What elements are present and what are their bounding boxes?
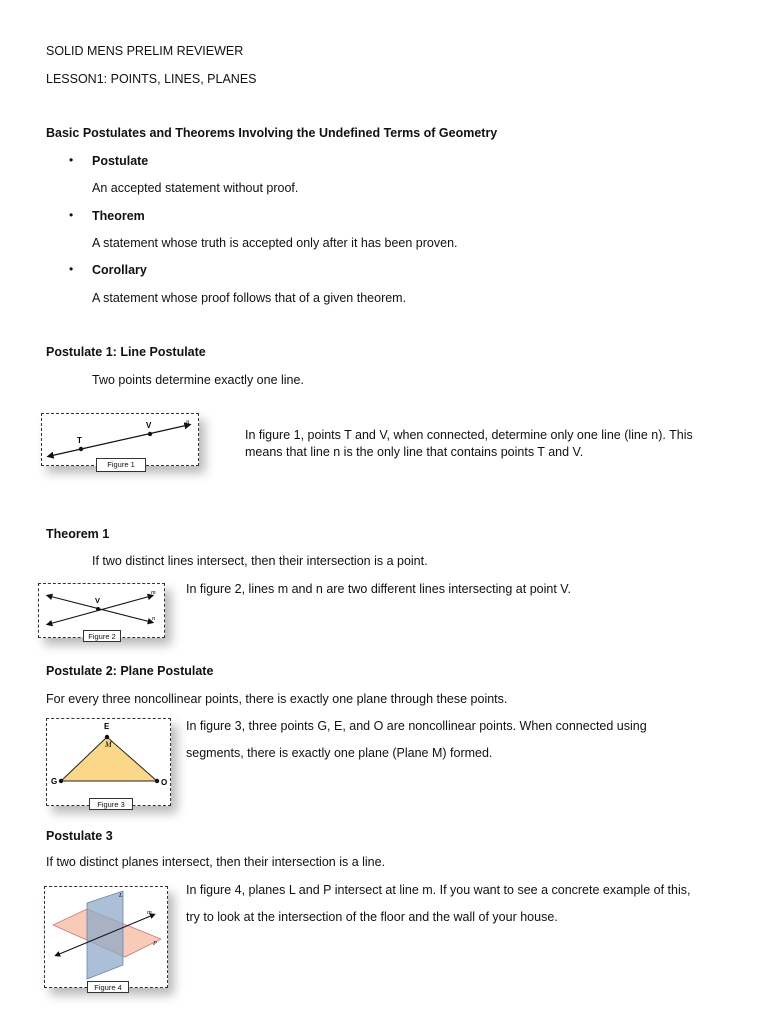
bullet-icon: • — [69, 262, 74, 276]
point-e-dot — [105, 735, 109, 739]
lesson-title: LESSON1: POINTS, LINES, PLANES — [46, 72, 257, 86]
figure-3 — [46, 718, 171, 809]
point-v-dot — [148, 432, 152, 436]
theorem1-statement: If two distinct lines intersect, then their intersection is a point. — [92, 554, 428, 568]
postulate3-explanation-line1: In figure 4, planes L and P intersect at line m. If you want to see a concrete example of this, — [186, 883, 691, 897]
postulate2-statement: For every three noncollinear points, there is exactly one plane through these points. — [46, 692, 508, 706]
line-n-label: n — [186, 418, 190, 426]
line-m-label: m — [147, 909, 152, 916]
point-e-label: E — [104, 722, 110, 731]
triangle-plane-diagram — [47, 719, 170, 805]
point-t-label: T — [77, 436, 82, 445]
term-corollary: Corollary — [92, 263, 147, 277]
figure-1-caption: Figure 1 — [96, 458, 146, 472]
postulate1-heading: Postulate 1: Line Postulate — [46, 345, 206, 359]
intersecting-planes-diagram — [45, 887, 167, 987]
postulate1-explanation: In figure 1, points T and V, when connected, determine only one line (line n). This means that line n is the only line that contains points T and V. — [245, 428, 693, 459]
line-n-label: n — [152, 615, 156, 622]
figure-3-caption: Figure 3 — [89, 798, 133, 810]
plane-p-label: P — [153, 940, 157, 947]
postulate2-explanation-line1: In figure 3, three points G, E, and O are noncollinear points. When connected using — [186, 719, 647, 733]
definition-corollary: A statement whose proof follows that of a given theorem. — [92, 291, 407, 305]
figure-2-caption: Figure 2 — [83, 630, 121, 642]
definition-theorem: A statement whose truth is accepted only after it has been proven. — [92, 236, 458, 250]
point-v-dot — [96, 607, 100, 611]
figure-1 — [41, 413, 199, 469]
postulate3-statement: If two distinct planes intersect, then their intersection is a line. — [46, 855, 386, 869]
postulate3-explanation-line2: try to look at the intersection of the floor and the wall of your house. — [186, 910, 558, 924]
postulate1-statement: Two points determine exactly one line. — [92, 373, 304, 387]
theorem1-heading: Theorem 1 — [46, 527, 110, 541]
postulate3-heading: Postulate 3 — [46, 829, 113, 843]
postulate2-heading: Postulate 2: Plane Postulate — [46, 664, 214, 678]
point-t-dot — [79, 447, 83, 451]
point-v-label: V — [146, 421, 152, 430]
term-theorem: Theorem — [92, 209, 145, 223]
plane-l-label: L — [119, 892, 123, 899]
plane-m-label: M — [105, 740, 112, 749]
line-n — [50, 425, 188, 456]
theorem1-explanation: In figure 2, lines m and n are two different lines intersecting at point V. — [186, 582, 571, 596]
postulate2-explanation-line2: segments, there is exactly one plane (Plane M) formed. — [186, 746, 493, 760]
point-o-label: O — [161, 778, 168, 787]
point-g-label: G — [51, 777, 58, 786]
point-o-dot — [155, 779, 159, 783]
point-v-label: V — [95, 596, 101, 605]
definition-postulate: An accepted statement without proof. — [92, 181, 299, 195]
figure-4 — [44, 886, 168, 992]
point-g-dot — [59, 779, 63, 783]
bullet-icon: • — [69, 153, 74, 167]
term-postulate: Postulate — [92, 154, 149, 168]
intro-heading: Basic Postulates and Theorems Involving the Undefined Terms of Geometry — [46, 126, 498, 140]
figure-2 — [38, 583, 165, 641]
document-title: SOLID MENS PRELIM REVIEWER — [46, 44, 244, 58]
bullet-icon: • — [69, 208, 74, 222]
line-m-label: m — [151, 589, 156, 596]
figure-4-caption: Figure 4 — [87, 981, 129, 993]
